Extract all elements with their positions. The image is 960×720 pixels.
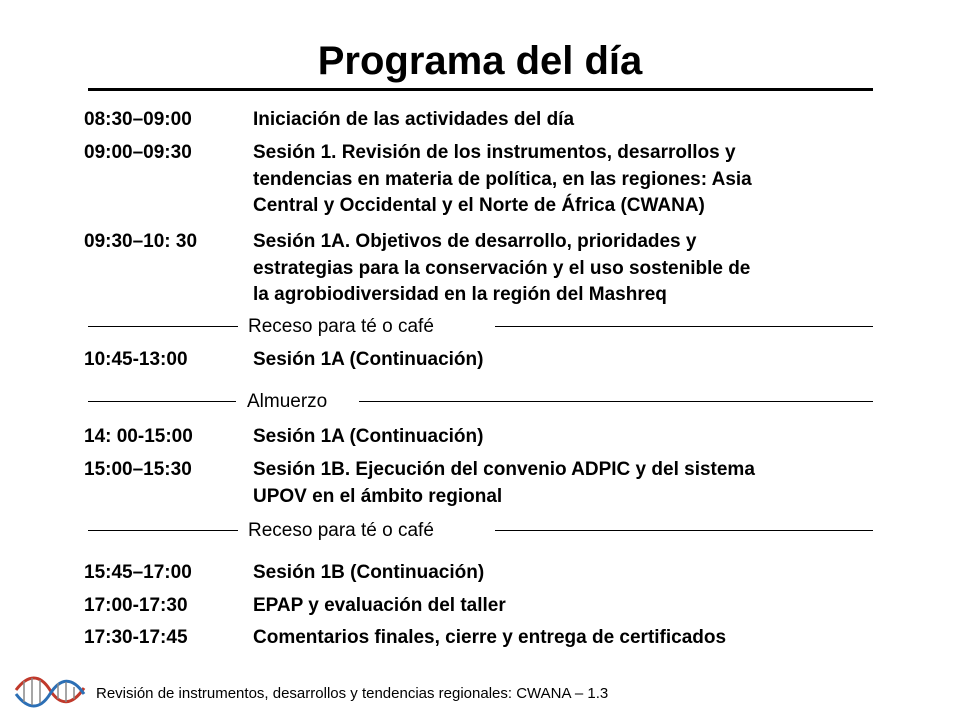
schedule-time: 09:30–10: 30 [84,231,198,252]
break-line-right [495,530,873,531]
schedule-time: 15:00–15:30 [84,459,192,480]
break-line-left [88,326,238,327]
break-divider [88,313,873,341]
break-label: Receso para té o café [248,316,434,337]
schedule-time: 15:45–17:00 [84,562,192,583]
title-underline [88,88,873,91]
schedule-description: EPAP y evaluación del taller [253,595,506,616]
schedule-time: 09:00–09:30 [84,142,192,163]
schedule-description: Sesión 1B. Ejecución del convenio ADPIC y del sistema UPOV en el ámbito regional [253,459,755,507]
schedule-description: Sesión 1A (Continuación) [253,349,484,370]
break-divider [88,388,873,416]
schedule-description: Sesión 1. Revisión de los instrumentos, desarrollos y tendencias en materia de política, en las regiones: Asia Central y Occidental y el Norte de África (CWANA) [253,142,752,216]
schedule-time: 17:00-17:30 [84,595,188,616]
schedule-description: Sesión 1A (Continuación) [253,426,484,447]
schedule-description: Iniciación de las actividades del día [253,109,575,130]
break-line-right [359,401,873,402]
schedule-description: Comentarios finales, cierre y entrega de certificados [253,627,727,648]
break-line-right [495,326,873,327]
schedule-time: 10:45-13:00 [84,349,188,370]
schedule-description: Sesión 1A. Objetivos de desarrollo, prioridades y estrategias para la conservación y el uso sostenible de la agrobiodiversidad en la región del Mashreq [253,231,751,305]
schedule-description: Sesión 1B (Continuación) [253,562,485,583]
dna-helix-icon [14,668,86,712]
break-line-left [88,530,238,531]
schedule-time: 08:30–09:00 [84,109,192,130]
footer-text: Revisión de instrumentos, desarrollos y tendencias regionales: CWANA – 1.3 [96,685,609,702]
break-divider [88,517,873,545]
break-label: Receso para té o café [248,520,434,541]
break-line-left [88,401,236,402]
schedule-time: 17:30-17:45 [84,627,188,648]
schedule-time: 14: 00-15:00 [84,426,193,447]
page-title: Programa del día [317,39,643,83]
break-label: Almuerzo [247,391,328,412]
